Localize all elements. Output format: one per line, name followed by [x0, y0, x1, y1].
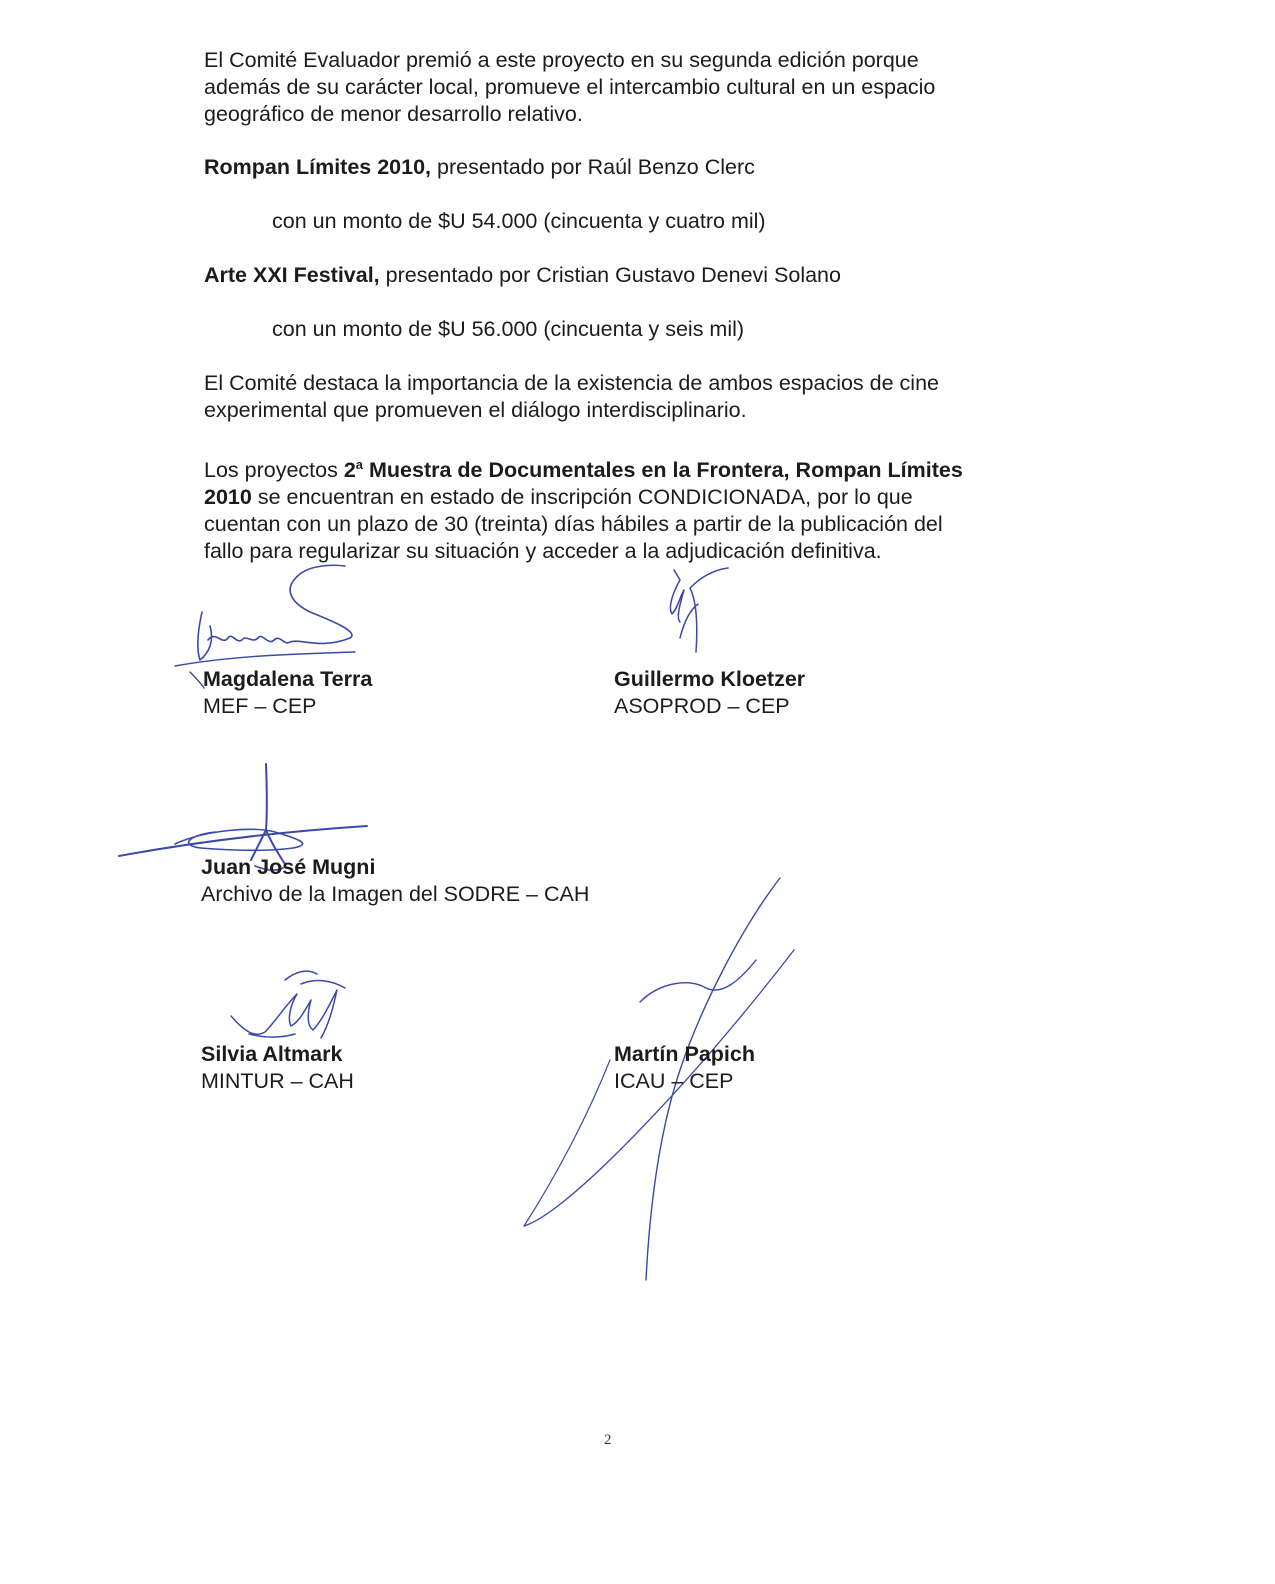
project-1-presenter: presentado por Raúl Benzo Clerc: [431, 155, 755, 179]
project-2-title: Arte XXI Festival,: [204, 263, 380, 287]
page-number: 2: [604, 1432, 612, 1448]
signature-kloetzer: [650, 560, 750, 660]
conditional-paragraph: Los proyectos 2$^a$ Muestra de Documentales en la Frontera, Rompan Límites 2010 se encuentran en estado de inscripción CONDICIONADA, por lo que cuentan con un plazo de 30 (treinta) días hábiles a partir de la publicación del fallo para regularizar su situación y acceder a la adjudicación definitiva.: [204, 457, 963, 564]
project-2-amount: con un monto de $U 56.000 (cincuenta y seis mil): [272, 317, 745, 341]
comment-line: El Comité destaca la importancia de la existencia de ambos espacios de cine: [204, 371, 939, 395]
signatory-role: Archivo de la Imagen del SODRE – CAH: [201, 882, 590, 906]
project-2-heading: [204, 262, 1064, 289]
comment-line: experimental que promueven el diálogo interdisciplinario.: [204, 398, 747, 422]
project-2-presenter: presentado por Cristian Gustavo Denevi Solano: [379, 263, 841, 287]
intro-paragraph: [204, 47, 1064, 128]
intro-line: además de su carácter local, promueve el intercambio cultural en un espacio: [204, 75, 936, 99]
signatory-name: Juan José Mugni: [201, 855, 376, 879]
signatory-name: Guillermo Kloetzer: [614, 667, 806, 691]
project-1-amount: con un monto de $U 54.000 (cincuenta y cuatro mil): [272, 209, 766, 233]
signatory-role: ASOPROD – CEP: [614, 694, 790, 718]
signatory-name: Martín Papich: [614, 1042, 755, 1066]
intro-line: El Comité Evaluador premió a este proyecto en su segunda edición porque: [204, 48, 919, 72]
signatory-role: MEF – CEP: [203, 694, 317, 718]
intro-line: geográfico de menor desarrollo relativo.: [204, 102, 583, 126]
signatory-role: ICAU – CEP: [614, 1069, 734, 1093]
signatory-role: MINTUR – CAH: [201, 1069, 354, 1093]
project-1-heading: [204, 154, 1064, 181]
signatory-name: Silvia Altmark: [201, 1042, 343, 1066]
committee-comment: [204, 370, 1064, 424]
signatory-name: Magdalena Terra: [203, 667, 373, 691]
project-1-title: Rompan Límites 2010,: [204, 155, 432, 179]
